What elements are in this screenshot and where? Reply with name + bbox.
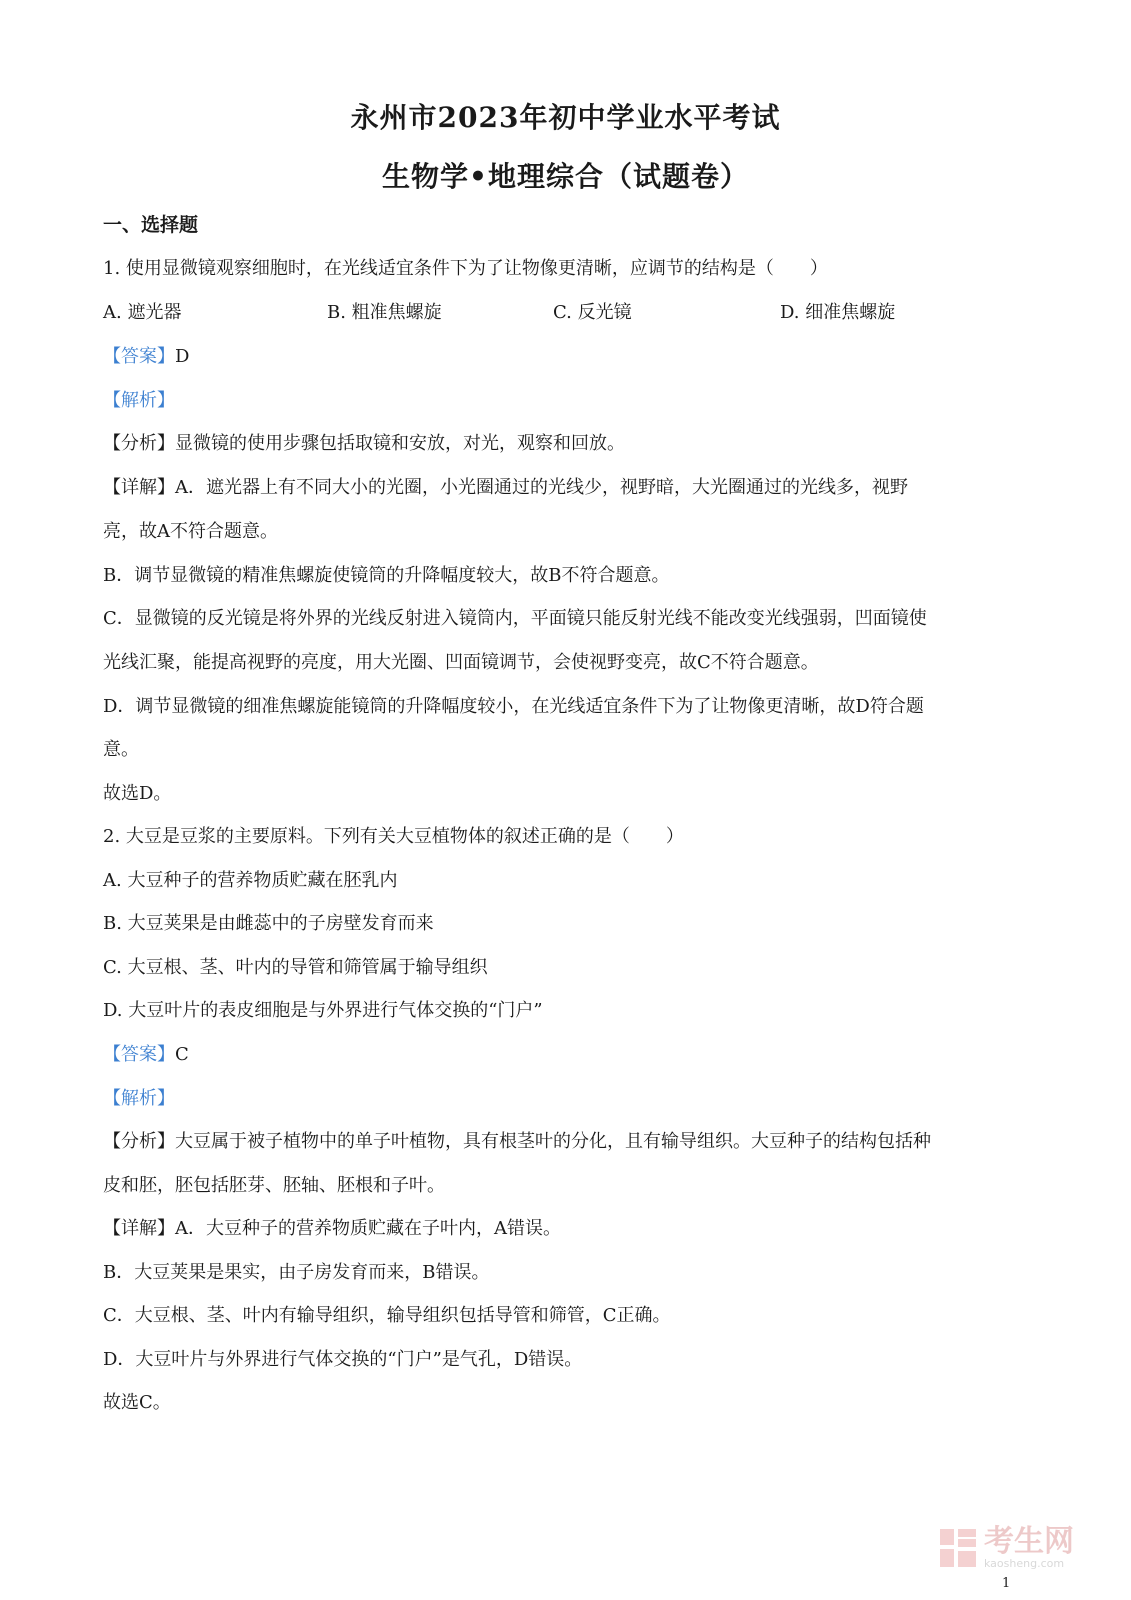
- q1-detail-a-line2: 亮，故A不符合题意。: [103, 521, 278, 542]
- page-number: 1: [1002, 1576, 1011, 1591]
- page-subtitle: 生物学•地理综合（试题卷）: [382, 160, 749, 193]
- q1-option-a: A. 遮光器: [103, 302, 182, 323]
- section-heading: 一、选择题: [103, 214, 199, 236]
- q2-option-d: D. 大豆叶片的表皮细胞是与外界进行气体交换的“门户”: [103, 1000, 543, 1021]
- watermark-url: kaosheng.com: [984, 1557, 1065, 1570]
- q2-stem: 2. 大豆是豆浆的主要原料。下列有关大豆植物体的叙述正确的是（ ）: [103, 826, 684, 847]
- q1-detail-d-line2: 意。: [103, 739, 139, 760]
- q1-option-b: B. 粗准焦螺旋: [327, 302, 442, 323]
- q2-detail-b: B．大豆荚果是果实，由子房发育而来，B错误。: [103, 1262, 490, 1283]
- q2-option-b: B. 大豆荚果是由雌蕊中的子房壁发育而来: [103, 913, 434, 934]
- q1-option-c: C. 反光镜: [553, 302, 632, 323]
- q2-option-a: A. 大豆种子的营养物质贮藏在胚乳内: [103, 870, 398, 891]
- q1-detail-d-line1: D．调节显微镜的细准焦螺旋能镜筒的升降幅度较小，在光线适宜条件下为了让物像更清晰，故D符合题: [103, 696, 924, 717]
- q2-fenxi-line2: 皮和胚，胚包括胚芽、胚轴、胚根和子叶。: [103, 1175, 445, 1196]
- q2-option-c: C. 大豆根、茎、叶内的导管和筛管属于输导组织: [103, 957, 488, 978]
- q1-conclusion: 故选D。: [103, 783, 172, 804]
- q1-stem: 1. 使用显微镜观察细胞时，在光线适宜条件下为了让物像更清晰，应调节的结构是（ ）: [103, 258, 828, 279]
- logo-icon: [938, 1527, 978, 1569]
- q1-detail-c-line1: C．显微镜的反光镜是将外界的光线反射进入镜筒内，平面镜只能反射光线不能改变光线强弱，凹面镜使: [103, 608, 927, 629]
- q2-conclusion: 故选C。: [103, 1392, 171, 1413]
- q1-analysis-label: 【解析】: [103, 390, 175, 411]
- q1-fenxi: 【分析】显微镜的使用步骤包括取镜和安放，对光，观察和回放。: [103, 433, 625, 454]
- q1-detail-b: B．调节显微镜的精准焦螺旋使镜筒的升降幅度较大，故B不符合题意。: [103, 565, 670, 586]
- q2-detail-a: 【详解】A．大豆种子的营养物质贮藏在子叶内，A错误。: [103, 1218, 561, 1239]
- watermark-name: 考生网: [984, 1524, 1074, 1559]
- answer-label: 【答案】: [103, 1044, 175, 1065]
- q1-detail-a-line1: 【详解】A．遮光器上有不同大小的光圈，小光圈通过的光线少，视野暗，大光圈通过的光线多，视野: [103, 477, 908, 498]
- answer-value: D: [175, 346, 190, 367]
- answer-value: C: [175, 1044, 189, 1065]
- q2-analysis-label: 【解析】: [103, 1088, 175, 1109]
- q1-answer: [103, 342, 189, 368]
- watermark-logo: [938, 1524, 1108, 1572]
- q1-option-d: D. 细准焦螺旋: [780, 302, 896, 323]
- q2-detail-c: C．大豆根、茎、叶内有输导组织，输导组织包括导管和筛管，C正确。: [103, 1305, 671, 1326]
- q1-detail-c-line2: 光线汇聚，能提高视野的亮度，用大光圈、凹面镜调节，会使视野变亮，故C不符合题意。: [103, 652, 819, 673]
- q2-fenxi-line1: 【分析】大豆属于被子植物中的单子叶植物，具有根茎叶的分化，且有输导组织。大豆种子的结构包括种: [103, 1131, 931, 1152]
- q2-answer: [103, 1040, 189, 1066]
- page-title: 永州市2023年初中学业水平考试: [350, 101, 781, 134]
- q2-detail-d: D．大豆叶片与外界进行气体交换的“门户”是气孔，D错误。: [103, 1349, 583, 1370]
- answer-label: 【答案】: [103, 346, 175, 367]
